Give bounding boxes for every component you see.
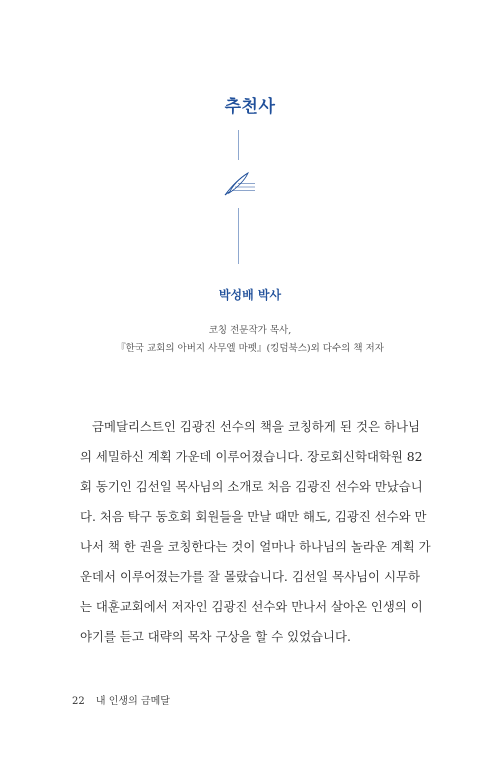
book-title: 내 인생의 금메달 (95, 696, 170, 707)
author-name: 박성배 박사 (218, 288, 282, 302)
body-paragraph (80, 412, 431, 652)
paragraph-line: 는 대훈교회에서 저자인 김광진 선수와 만나서 살아온 인생의 이 (80, 599, 423, 614)
top-divider-line (238, 130, 239, 160)
author-credential-line: 코칭 전문작가 목사, (208, 325, 292, 336)
bottom-divider-line (238, 208, 239, 264)
page-number: 22 (72, 696, 85, 707)
paragraph-line: 회 동기인 김선일 목사님의 소개로 처음 김광진 선수와 만났습니 (80, 479, 423, 494)
paragraph-line: 운데서 이루어졌는가를 잘 몰랐습니다. 김선일 목사님이 시무하 (80, 569, 420, 584)
paragraph-line: 다. 처음 탁구 동호회 회원들을 만날 때만 해도, 김광진 선수와 만 (80, 509, 427, 524)
section-title: 추천사 (224, 97, 276, 117)
author-credential-line: 『한국 교회의 아버지 사무엘 마펫』(킹덤북스)외 다수의 책 저자 (116, 343, 384, 354)
paragraph-line: 금메달리스트인 김광진 선수의 책을 코칭하게 된 것은 하나님 (92, 419, 420, 434)
page-footer (72, 692, 170, 707)
quill-pen-icon (221, 168, 257, 200)
paragraph-line: 의 세밀하신 계획 가운데 이루어졌습니다. 장로회신학대학원 82 (80, 449, 423, 464)
paragraph-line: 야기를 듣고 대략의 목차 구상을 할 수 있었습니다. (80, 629, 351, 644)
paragraph-line: 나서 책 한 권을 코칭한다는 것이 얼마나 하나님의 놀라운 계획 가 (80, 539, 431, 554)
